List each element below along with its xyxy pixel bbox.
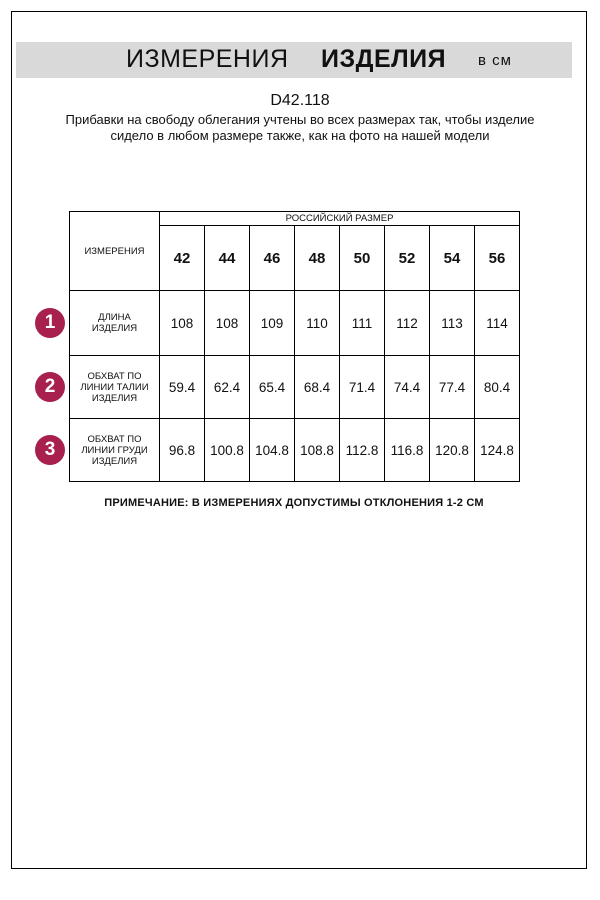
label-line: ДЛИНА xyxy=(98,312,131,323)
value-cell: 120.8 xyxy=(430,419,475,482)
value-cell: 100.8 xyxy=(205,419,250,482)
product-code: D42.118 xyxy=(270,92,330,109)
title-bar xyxy=(16,42,572,78)
label-line: ЛИНИИ ГРУДИ xyxy=(81,444,148,456)
size-header: 56 xyxy=(475,226,520,291)
value-cell: 80.4 xyxy=(475,356,520,419)
tolerance-note: ПРИМЕЧАНИЕ: В ИЗМЕРЕНИЯХ ДОПУСТИМЫ ОТКЛОНЕНИЯ 1-2 СМ xyxy=(104,497,484,509)
value-cell: 108 xyxy=(205,291,250,356)
value-cell: 96.8 xyxy=(160,419,205,482)
size-header: 44 xyxy=(205,226,250,291)
title-word-measurements: ИЗМЕРЕНИЯ xyxy=(126,45,289,73)
value-cell: 65.4 xyxy=(250,356,295,419)
intro-text: Прибавки на свободу облегания учтены во всех размерах так, чтобы изделие сидело в любом размере также, как на фото на нашей модели xyxy=(65,112,535,143)
value-cell: 74.4 xyxy=(385,356,430,419)
row-label-length xyxy=(70,291,160,356)
value-cell: 71.4 xyxy=(340,356,385,419)
value-cell: 108.8 xyxy=(295,419,340,482)
value-cell: 104.8 xyxy=(250,419,295,482)
value-cell: 116.8 xyxy=(385,419,430,482)
value-cell: 111 xyxy=(340,291,385,356)
value-cell: 59.4 xyxy=(160,356,205,419)
value-cell: 113 xyxy=(430,291,475,356)
row-label-waist xyxy=(70,356,160,419)
table-row-waist xyxy=(70,356,520,419)
measurements-header-cell xyxy=(70,212,160,291)
label-line: ЛИНИИ ТАЛИИ xyxy=(80,381,149,393)
title-word-product: ИЗДЕЛИЯ xyxy=(321,45,447,73)
size-header: 52 xyxy=(385,226,430,291)
size-header: 54 xyxy=(430,226,475,291)
value-cell: 124.8 xyxy=(475,419,520,482)
row-number-badge: 3 xyxy=(35,435,65,465)
value-cell: 108 xyxy=(160,291,205,356)
label-line: ИЗДЕЛИЯ xyxy=(91,392,138,404)
size-header: 48 xyxy=(295,226,340,291)
value-cell: 77.4 xyxy=(430,356,475,419)
value-cell: 109 xyxy=(250,291,295,356)
label-line: ОБХВАТ ПО xyxy=(87,370,142,382)
value-cell: 112.8 xyxy=(340,419,385,482)
value-cell: 114 xyxy=(475,291,520,356)
value-cell: 110 xyxy=(295,291,340,356)
size-table xyxy=(69,211,520,482)
row-number-badge: 1 xyxy=(35,308,65,338)
size-header: 50 xyxy=(340,226,385,291)
size-caption: РОССИЙСКИЙ РАЗМЕР xyxy=(285,213,394,224)
size-header: 42 xyxy=(160,226,205,291)
label-line: ИЗДЕЛИЯ xyxy=(91,455,138,467)
label-line: ОБХВАТ ПО xyxy=(87,433,142,445)
table-row-chest xyxy=(70,419,520,482)
value-cell: 112 xyxy=(385,291,430,356)
measurements-header: ИЗМЕРЕНИЯ xyxy=(84,245,145,257)
value-cell: 62.4 xyxy=(205,356,250,419)
value-cell: 68.4 xyxy=(295,356,340,419)
row-label-chest xyxy=(70,419,160,482)
row-number-badge: 2 xyxy=(35,372,65,402)
table-row-length xyxy=(70,291,520,356)
size-header: 46 xyxy=(250,226,295,291)
title-unit: в см xyxy=(478,52,512,69)
size-caption-cell xyxy=(160,212,520,226)
label-line: ИЗДЕЛИЯ xyxy=(91,323,138,334)
